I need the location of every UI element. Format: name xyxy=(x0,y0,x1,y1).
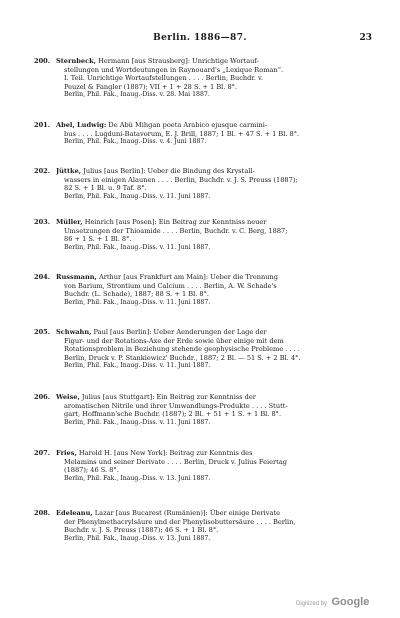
digitized-watermark xyxy=(296,592,369,610)
bibliography-entry xyxy=(34,218,374,252)
page-header xyxy=(0,33,400,47)
entry-text: Buchdr. (L. Schade), 1887; 88 S. + 1 Bl. 8°. xyxy=(64,290,209,299)
entry-author: Sternbeck, xyxy=(56,57,96,65)
entry-text: Heinrich [aus Posen]: Ein Beitrag zur Kenntniss neuer xyxy=(84,218,267,226)
entry-dissertation-note: Berlin, Phil. Fak., Inaug.-Diss. v. 11. Juni 1887. xyxy=(64,362,211,370)
entry-number: 206. xyxy=(34,393,51,401)
entry-text: Julius [aus Berlin]: Ueber die Bindung des Krystall- xyxy=(83,167,255,175)
entry-text: I. Teil. Unrichtige Wortaufstellungen . . . . Berlin, Buchdr. v. xyxy=(64,74,264,83)
entry-text: 86 + 1 S. + 1 Bl. 8°. xyxy=(64,235,132,244)
entry-text: aromatischen Nitrile und ihrer Umwandlungs-Produkte . . . . Stutt- xyxy=(64,401,288,410)
entry-dissertation-note: Berlin, Phil. Fak., Inaug.-Diss. v. 11. Juni 1887. xyxy=(64,298,211,306)
google-logo: Google xyxy=(331,596,370,608)
entry-text: Hermann [aus Strausberg]: Unrichtige Wortauf- xyxy=(98,57,259,65)
entry-dissertation-note: Berlin, Phil. Fak., Inaug.-Diss. v. 4. Juni 1887. xyxy=(64,138,207,146)
entry-number: 200. xyxy=(34,57,51,65)
entry-text: der Phenylmethacrylsäure und der Phenylisobuttersäure . . . . Berlin, xyxy=(64,517,296,526)
bibliography-entry xyxy=(34,167,374,201)
entry-text: (1887); 46 S. 8°. xyxy=(64,466,119,475)
bibliography-entry xyxy=(34,273,374,307)
entry-text: Lazar [aus Bucarest (Rumänien)]: Über einige Derivate xyxy=(94,509,280,517)
entry-text: Peuzel & Fangler (1887); VII + 1 + 28 S. + 1 Bl. 8°. xyxy=(64,82,238,91)
entry-number: 201. xyxy=(34,121,51,129)
entry-number: 202. xyxy=(34,167,51,175)
entry-dissertation-note: Berlin, Phil. Fak., Inaug.-Diss. v. 11. Juni 1887. xyxy=(64,192,211,200)
entry-text: Melamins und seiner Derivate . . . . Berlin, Druck v. Julius Feiertag xyxy=(64,457,287,466)
bibliography-entry xyxy=(34,509,374,543)
entry-text: De Abû Mihgan poeta Arabico ejusque carmini- xyxy=(108,121,268,129)
entry-text: gart, Hoffmann'sche Buchdr. (1887); 2 Bl. + 51 + 1 S. + 1 Bl. 8°. xyxy=(64,410,282,419)
entry-text: stellungen und Wortdeutungen in Raynouard's „Lexique Roman“. xyxy=(64,65,284,74)
entry-author: Abel, Ludwig: xyxy=(56,121,107,129)
bibliography-entry xyxy=(34,449,374,483)
entry-dissertation-note: Berlin, Phil. Fak., Inaug.-Diss. v. 11. Juni 1887. xyxy=(64,418,211,426)
entry-number: 208. xyxy=(34,509,51,517)
entry-text: von Barium, Strontium und Calcium . . . . Berlin, A. W. Schade's xyxy=(64,281,277,290)
entry-text: 82 S. + 1 Bl. u. 9 Taf. 8°. xyxy=(64,184,147,193)
bibliography-entry xyxy=(34,121,374,147)
entry-author: Russmann, xyxy=(56,273,97,281)
running-title: Berlin. 1886—87. xyxy=(153,33,247,43)
entry-number: 204. xyxy=(34,273,51,281)
entry-text: Rotationsproblem in Beziehung stehende geophysische Probleme . . . . xyxy=(64,345,300,354)
entry-text: Arthur [aus Frankfurt am Main]: Ueber die Trennung xyxy=(98,273,278,281)
watermark-prefix: Digitized by xyxy=(296,601,328,607)
entry-dissertation-note: Berlin, Phil. Fak., Inaug.-Diss. v. 13. Juni 1887. xyxy=(64,474,211,482)
entry-number: 207. xyxy=(34,449,51,457)
entry-text: Paul [aus Berlin]: Ueber Aenderungen der Lage der xyxy=(93,328,267,336)
entry-author: Müller, xyxy=(56,218,83,226)
bibliography-entry xyxy=(34,57,374,100)
entry-dissertation-note: Berlin, Phil. Fak., Inaug.-Diss. v. 11. Juni 1887. xyxy=(64,243,211,251)
entry-number: 205. xyxy=(34,328,51,336)
entry-author: Fries, xyxy=(56,449,77,457)
entry-author: Edeleanu, xyxy=(56,509,93,517)
entry-text: Julius [aus Stuttgart]: Ein Beitrag zur Kenntniss der xyxy=(81,393,256,401)
entry-number: 203. xyxy=(34,218,51,226)
entry-author: Jüttke, xyxy=(56,167,82,175)
entry-text: Harold H. [aus New York]: Beitrag zur Kenntnis des xyxy=(78,449,253,457)
bibliography-entry xyxy=(34,393,374,427)
entry-author: Weise, xyxy=(56,393,80,401)
entry-dissertation-note: Berlin, Phil. Fak., Inaug.-Diss. v. 28. Mai 1887. xyxy=(64,91,210,99)
entry-text: Berlin, Druck v. P. Stankiewicz' Buchdr., 1887; 2 Bl. — 51 S. + 2 Bl. 4°. xyxy=(64,353,301,362)
entry-text: Buchdr. v. J. S. Preuss (1887); 46 S. + 1 Bl. 8°. xyxy=(64,526,219,535)
entry-text: bus . . . . Lugduni-Batavorum, E. J. Brill, 1887; 1 Bl. + 47 S. + 1 Bl. 8°. xyxy=(64,129,300,138)
entry-text: Figur- und der Rotations-Axe der Erde sowie über einige mit dem xyxy=(64,336,284,345)
entry-text: wassers in einigen Alaunen . . . . Berlin, Buchdr. v. J. S. Preuss (1887); xyxy=(64,175,298,184)
entry-author: Schwahn, xyxy=(56,328,92,336)
entry-dissertation-note: Berlin, Phil. Fak., Inaug.-Diss. v. 13. Juni 1887. xyxy=(64,534,211,542)
bibliography-entry xyxy=(34,328,374,371)
entry-text: Umsetzungen der Thioamide . . . . Berlin, Buchdr. v. C. Berg, 1887; xyxy=(64,226,288,235)
page-number: 23 xyxy=(359,33,372,43)
